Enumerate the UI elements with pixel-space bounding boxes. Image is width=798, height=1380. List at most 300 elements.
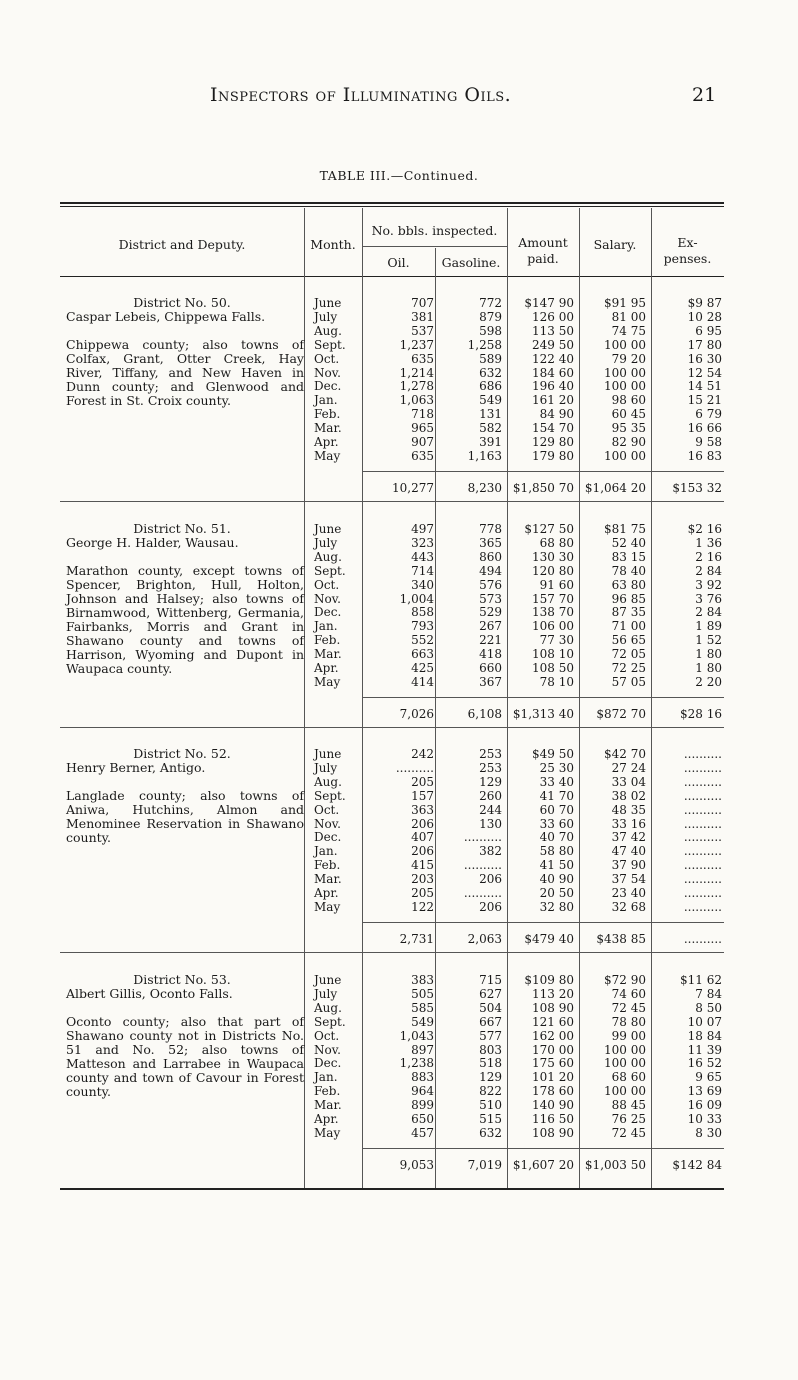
- table-row: [60, 830, 724, 844]
- cell-amount: 154 70: [532, 421, 574, 436]
- cell-oil: 1,214: [399, 365, 434, 380]
- cell-oil: 206: [411, 816, 434, 831]
- district-block: [60, 522, 724, 736]
- cell-month: Oct.: [314, 1028, 340, 1043]
- cell-expenses: $2 16: [687, 522, 722, 536]
- cell-expenses: 1 36: [695, 535, 722, 550]
- cell-amount: 179 80: [532, 448, 574, 463]
- cell-oil: ..........: [395, 760, 434, 775]
- cell-month: Jan.: [314, 844, 338, 859]
- cell-oil: 1,238: [399, 1056, 434, 1071]
- cell-amount: 122 40: [532, 351, 574, 366]
- cell-expenses: ..........: [683, 858, 722, 873]
- cell-month: Mar.: [314, 1098, 342, 1113]
- running-title: Inspectors of Illuminating Oils.: [210, 84, 512, 106]
- cell-amount: 41 70: [539, 788, 574, 803]
- cell-gas: 632: [479, 1125, 502, 1140]
- cell-salary: 74 60: [611, 986, 646, 1001]
- data-table: [60, 202, 724, 1192]
- cell-expenses: 2 84: [695, 563, 722, 578]
- cell-expenses: ..........: [683, 816, 722, 831]
- table-row: [60, 817, 724, 831]
- cell-oil: 340: [411, 577, 434, 592]
- cell-oil: 635: [411, 351, 434, 366]
- district-block: [60, 973, 724, 1187]
- cell-oil: 407: [411, 830, 434, 845]
- table-row: [60, 973, 724, 987]
- cell-oil: 858: [411, 605, 434, 620]
- cell-month: Apr.: [314, 1112, 339, 1126]
- cell-expenses: ..........: [683, 899, 722, 914]
- cell-salary: 83 15: [611, 549, 646, 564]
- cell-salary: 78 80: [611, 1014, 646, 1029]
- cell-month: Mar.: [314, 421, 342, 436]
- cell-amount: 60 70: [539, 802, 574, 817]
- table-row: [60, 1043, 724, 1057]
- cell-oil: 457: [411, 1125, 434, 1140]
- header-rule: [60, 276, 724, 277]
- cell-salary: 33 16: [611, 816, 646, 831]
- total-oil: 7,026: [399, 707, 434, 721]
- cell-expenses: 16 52: [687, 1056, 722, 1071]
- table-row: [60, 1056, 724, 1070]
- cell-gas: 221: [479, 633, 502, 648]
- cell-oil: 206: [411, 844, 434, 859]
- inspected-subrule: [362, 246, 507, 247]
- cell-gas: 1,163: [467, 448, 502, 463]
- table-row: [60, 310, 724, 324]
- cell-oil: 443: [411, 549, 434, 564]
- table-row: [60, 1070, 724, 1084]
- cell-oil: 383: [411, 973, 434, 987]
- cell-gas: 206: [479, 872, 502, 887]
- cell-gas: 715: [479, 973, 502, 987]
- cell-expenses: 2 20: [695, 674, 722, 689]
- cell-gas: 131: [479, 407, 502, 422]
- cell-gas: 822: [479, 1084, 502, 1099]
- cell-gas: 582: [479, 421, 502, 436]
- district-block: [60, 296, 724, 510]
- cell-salary: 37 90: [611, 858, 646, 873]
- cell-amount: 175 60: [532, 1056, 574, 1071]
- table-row: [60, 619, 724, 633]
- cell-expenses: ..........: [683, 802, 722, 817]
- table-row: [60, 379, 724, 393]
- cell-gas: 206: [479, 899, 502, 914]
- cell-amount: 249 50: [532, 337, 574, 352]
- cell-expenses: ..........: [683, 760, 722, 775]
- cell-expenses: 3 76: [695, 591, 722, 606]
- cell-amount: 140 90: [532, 1098, 574, 1113]
- cell-expenses: 8 50: [695, 1000, 722, 1015]
- cell-expenses: 8 30: [695, 1125, 722, 1140]
- cell-expenses: ..........: [683, 774, 722, 789]
- cell-expenses: 9 65: [695, 1070, 722, 1085]
- total-salary: $438 85: [596, 932, 646, 946]
- table-row: [60, 536, 724, 550]
- table-row: [60, 393, 724, 407]
- totals-rule: [362, 922, 724, 923]
- header-inspected: No. bbls. inspected.: [371, 223, 498, 238]
- district-title: District No. 50.: [133, 295, 231, 310]
- district-territory: Marathon county, except towns of Spencer, Brighton, Hull, Holton, Johnson and Halsey; also towns of Birnamwood, Wittenberg, Germania, Fairbanks, Morris and Grant in Shawano county and towns of Harrison, Wyoming and Dupont in Waupaca county.: [66, 563, 304, 676]
- cell-amount: 40 70: [539, 830, 574, 845]
- cell-amount: 161 20: [532, 393, 574, 408]
- totals-row: [60, 707, 724, 721]
- table-row: [60, 435, 724, 449]
- cell-month: Oct.: [314, 351, 340, 366]
- cell-expenses: 1 80: [695, 661, 722, 675]
- total-gas: 6,108: [467, 707, 502, 721]
- table-row: [60, 1029, 724, 1043]
- cell-oil: 497: [411, 522, 434, 536]
- cell-salary: 95 35: [611, 421, 646, 436]
- cell-amount: 121 60: [532, 1014, 574, 1029]
- cell-gas: 577: [479, 1028, 502, 1043]
- table-row: [60, 1015, 724, 1029]
- cell-salary: 99 00: [611, 1028, 646, 1043]
- cell-amount: 130 30: [532, 549, 574, 564]
- district-title: District No. 51.: [133, 521, 231, 536]
- page-number: 21: [692, 84, 717, 106]
- cell-amount: 126 00: [532, 309, 574, 324]
- cell-month: Aug.: [314, 549, 342, 564]
- cell-expenses: 18 84: [687, 1028, 722, 1043]
- cell-month: Apr.: [314, 435, 339, 449]
- total-oil: 9,053: [399, 1158, 434, 1172]
- cell-month: Dec.: [314, 830, 342, 845]
- cell-month: Feb.: [314, 1084, 341, 1099]
- cell-salary: 60 45: [611, 407, 646, 422]
- cell-amount: 108 90: [532, 1125, 574, 1140]
- cell-salary: 76 25: [611, 1112, 646, 1126]
- cell-salary: 100 00: [604, 448, 646, 463]
- cell-expenses: $11 62: [680, 973, 722, 987]
- cell-amount: 20 50: [539, 886, 574, 900]
- table-row: [60, 366, 724, 380]
- cell-month: Apr.: [314, 661, 339, 675]
- cell-oil: 883: [411, 1070, 434, 1085]
- cell-gas: 367: [479, 674, 502, 689]
- cell-expenses: ..........: [683, 830, 722, 845]
- table-row: [60, 592, 724, 606]
- cell-salary: 100 00: [604, 379, 646, 394]
- totals-row: [60, 1158, 724, 1172]
- cell-month: July: [314, 309, 338, 324]
- cell-expenses: 9 58: [695, 435, 722, 449]
- total-amount: $479 40: [524, 932, 574, 946]
- cell-expenses: ..........: [683, 844, 722, 859]
- cell-month: Feb.: [314, 407, 341, 422]
- cell-salary: 23 40: [611, 886, 646, 900]
- cell-salary: 32 68: [611, 899, 646, 914]
- table-row: [60, 296, 724, 310]
- cell-amount: 108 10: [532, 647, 574, 662]
- deputy-name: Henry Berner, Antigo.: [66, 760, 206, 775]
- cell-oil: 1,043: [399, 1028, 434, 1043]
- cell-oil: 323: [411, 535, 434, 550]
- cell-expenses: 13 69: [687, 1084, 722, 1099]
- cell-oil: 122: [411, 899, 434, 914]
- deputy-name: Albert Gillis, Oconto Falls.: [66, 986, 233, 1001]
- cell-salary: 82 90: [611, 435, 646, 449]
- cell-expenses: 16 83: [687, 448, 722, 463]
- cell-amount: 120 80: [532, 563, 574, 578]
- cell-month: June: [314, 296, 342, 310]
- cell-oil: 205: [411, 774, 434, 789]
- cell-oil: 663: [411, 647, 434, 662]
- table-row: [60, 633, 724, 647]
- cell-salary: $72 90: [604, 973, 646, 987]
- cell-amount: 78 10: [539, 674, 574, 689]
- cell-month: Mar.: [314, 872, 342, 887]
- cell-month: Oct.: [314, 577, 340, 592]
- cell-month: Apr.: [314, 886, 339, 900]
- table-row: [60, 761, 724, 775]
- totals-rule: [362, 1148, 724, 1149]
- district-territory: Langlade county; also towns of Aniwa, Hutchins, Almon and Menominee Reservation in Shawano county.: [66, 788, 304, 845]
- cell-oil: 381: [411, 309, 434, 324]
- header-amount-line1: Amount: [518, 235, 568, 250]
- total-amount: $1,313 40: [512, 707, 574, 721]
- cell-month: Mar.: [314, 647, 342, 662]
- cell-month: Sept.: [314, 563, 346, 578]
- deputy-name: Caspar Lebeis, Chippewa Falls.: [66, 309, 266, 324]
- cell-expenses: 6 95: [695, 323, 722, 338]
- table-row: [60, 858, 724, 872]
- cell-month: Nov.: [314, 365, 341, 380]
- cell-salary: 81 00: [611, 309, 646, 324]
- cell-salary: $81 75: [604, 522, 646, 536]
- cell-expenses: ..........: [683, 788, 722, 803]
- cell-oil: 965: [411, 421, 434, 436]
- total-expenses: $28 16: [680, 707, 722, 721]
- total-expenses: ..........: [683, 932, 722, 946]
- cell-salary: 33 04: [611, 774, 646, 789]
- cell-expenses: 14 51: [687, 379, 722, 394]
- table-row: [60, 550, 724, 564]
- cell-expenses: 10 07: [687, 1014, 722, 1029]
- cell-expenses: 1 80: [695, 647, 722, 662]
- cell-amount: 68 80: [539, 535, 574, 550]
- cell-gas: 772: [479, 296, 502, 310]
- header-month: Month.: [310, 237, 356, 252]
- table-row: [60, 675, 724, 689]
- cell-salary: 52 40: [611, 535, 646, 550]
- cell-amount: 41 50: [539, 858, 574, 873]
- cell-salary: 87 35: [611, 605, 646, 620]
- table-row: [60, 564, 724, 578]
- cell-month: Nov.: [314, 816, 341, 831]
- table-row: [60, 647, 724, 661]
- cell-month: Aug.: [314, 774, 342, 789]
- cell-oil: 242: [411, 747, 434, 761]
- header-salary: Salary.: [593, 237, 637, 252]
- table-row: [60, 747, 724, 761]
- cell-amount: $109 80: [524, 973, 574, 987]
- cell-oil: 585: [411, 1000, 434, 1015]
- cell-oil: 1,237: [399, 337, 434, 352]
- total-oil: 10,277: [392, 481, 434, 495]
- cell-amount: 33 60: [539, 816, 574, 831]
- cell-salary: 98 60: [611, 393, 646, 408]
- cell-salary: 100 00: [604, 1056, 646, 1071]
- cell-oil: 635: [411, 448, 434, 463]
- cell-amount: 184 60: [532, 365, 574, 380]
- bottom-rule: [60, 1188, 724, 1190]
- totals-rule: [362, 471, 724, 472]
- cell-oil: 899: [411, 1098, 434, 1113]
- cell-month: July: [314, 535, 338, 550]
- cell-gas: 267: [479, 619, 502, 634]
- cell-gas: 803: [479, 1042, 502, 1057]
- table-row: [60, 407, 724, 421]
- cell-oil: 552: [411, 633, 434, 648]
- cell-gas: 660: [479, 661, 502, 675]
- cell-month: June: [314, 522, 342, 536]
- table-row: [60, 900, 724, 914]
- table-row: [60, 789, 724, 803]
- table-row: [60, 605, 724, 619]
- district-separator: [60, 727, 724, 728]
- cell-amount: 178 60: [532, 1084, 574, 1099]
- cell-month: Oct.: [314, 802, 340, 817]
- cell-expenses: ..........: [683, 747, 722, 761]
- cell-expenses: 3 92: [695, 577, 722, 592]
- header-oil: Oil.: [387, 255, 410, 270]
- cell-oil: 907: [411, 435, 434, 449]
- cell-expenses: 16 09: [687, 1098, 722, 1113]
- table-row: [60, 578, 724, 592]
- cell-gas: 494: [479, 563, 502, 578]
- cell-salary: 68 60: [611, 1070, 646, 1085]
- cell-month: Feb.: [314, 858, 341, 873]
- cell-gas: 129: [479, 774, 502, 789]
- header-expenses-line1: Ex-: [677, 235, 698, 250]
- cell-amount: $127 50: [524, 522, 574, 536]
- cell-oil: 897: [411, 1042, 434, 1057]
- cell-month: Jan.: [314, 393, 338, 408]
- cell-salary: 71 00: [611, 619, 646, 634]
- cell-amount: 196 40: [532, 379, 574, 394]
- cell-oil: 964: [411, 1084, 434, 1099]
- cell-oil: 1,278: [399, 379, 434, 394]
- cell-gas: ..........: [463, 886, 502, 900]
- cell-expenses: 17 80: [687, 337, 722, 352]
- district-title: District No. 52.: [133, 746, 231, 761]
- cell-salary: 96 85: [611, 591, 646, 606]
- cell-month: Dec.: [314, 605, 342, 620]
- cell-salary: 27 24: [611, 760, 646, 775]
- cell-month: Jan.: [314, 1070, 338, 1085]
- cell-oil: 203: [411, 872, 434, 887]
- cell-oil: 1,004: [399, 591, 434, 606]
- cell-oil: 505: [411, 986, 434, 1001]
- cell-expenses: ..........: [683, 886, 722, 900]
- total-expenses: $142 84: [672, 1158, 722, 1172]
- cell-month: May: [314, 448, 341, 463]
- table-row: [60, 872, 724, 886]
- cell-salary: 88 45: [611, 1098, 646, 1113]
- cell-gas: 627: [479, 986, 502, 1001]
- cell-expenses: 10 28: [687, 309, 722, 324]
- cell-amount: 33 40: [539, 774, 574, 789]
- cell-amount: 108 50: [532, 661, 574, 675]
- cell-expenses: ..........: [683, 872, 722, 887]
- cell-expenses: $9 87: [687, 296, 722, 310]
- cell-salary: 72 25: [611, 661, 646, 675]
- total-gas: 8,230: [467, 481, 502, 495]
- cell-salary: $91 95: [604, 296, 646, 310]
- cell-amount: 170 00: [532, 1042, 574, 1057]
- cell-gas: 667: [479, 1014, 502, 1029]
- cell-amount: 113 50: [532, 323, 574, 338]
- cell-gas: 253: [479, 760, 502, 775]
- cell-amount: $49 50: [532, 747, 574, 761]
- cell-gas: ..........: [463, 830, 502, 845]
- table-row: [60, 1098, 724, 1112]
- cell-oil: 205: [411, 886, 434, 900]
- cell-oil: 537: [411, 323, 434, 338]
- cell-amount: 108 90: [532, 1000, 574, 1015]
- cell-month: July: [314, 986, 338, 1001]
- cell-gas: 598: [479, 323, 502, 338]
- cell-gas: ..........: [463, 858, 502, 873]
- cell-salary: 37 42: [611, 830, 646, 845]
- cell-salary: 74 75: [611, 323, 646, 338]
- cell-month: Feb.: [314, 633, 341, 648]
- cell-expenses: 1 89: [695, 619, 722, 634]
- cell-oil: 718: [411, 407, 434, 422]
- cell-gas: 260: [479, 788, 502, 803]
- cell-gas: 510: [479, 1098, 502, 1113]
- cell-gas: 589: [479, 351, 502, 366]
- district-separator: [60, 952, 724, 953]
- cell-expenses: 6 79: [695, 407, 722, 422]
- cell-gas: 549: [479, 393, 502, 408]
- table-row: [60, 1001, 724, 1015]
- top-rule-outer: [60, 202, 724, 204]
- cell-month: Sept.: [314, 1014, 346, 1029]
- table-row: [60, 886, 724, 900]
- cell-gas: 879: [479, 309, 502, 324]
- deputy-name: George H. Halder, Wausau.: [66, 535, 239, 550]
- total-salary: $1,003 50: [584, 1158, 646, 1172]
- cell-expenses: 1 52: [695, 633, 722, 648]
- cell-gas: 130: [479, 816, 502, 831]
- totals-row: [60, 481, 724, 495]
- table-row: [60, 1126, 724, 1140]
- cell-salary: 72 45: [611, 1125, 646, 1140]
- cell-amount: 58 80: [539, 844, 574, 859]
- cell-salary: 38 02: [611, 788, 646, 803]
- cell-amount: 77 30: [539, 633, 574, 648]
- cell-gas: 573: [479, 591, 502, 606]
- cell-gas: 504: [479, 1000, 502, 1015]
- district-block: [60, 747, 724, 961]
- cell-expenses: 15 21: [687, 393, 722, 408]
- table-row: [60, 1084, 724, 1098]
- table-row: [60, 844, 724, 858]
- cell-amount: 138 70: [532, 605, 574, 620]
- table-row: [60, 661, 724, 675]
- header-expenses-line2: penses.: [663, 251, 712, 266]
- cell-salary: 100 00: [604, 365, 646, 380]
- cell-salary: $42 70: [604, 747, 646, 761]
- cell-gas: 1,258: [467, 337, 502, 352]
- cell-salary: 79 20: [611, 351, 646, 366]
- header-district: District and Deputy.: [118, 237, 246, 252]
